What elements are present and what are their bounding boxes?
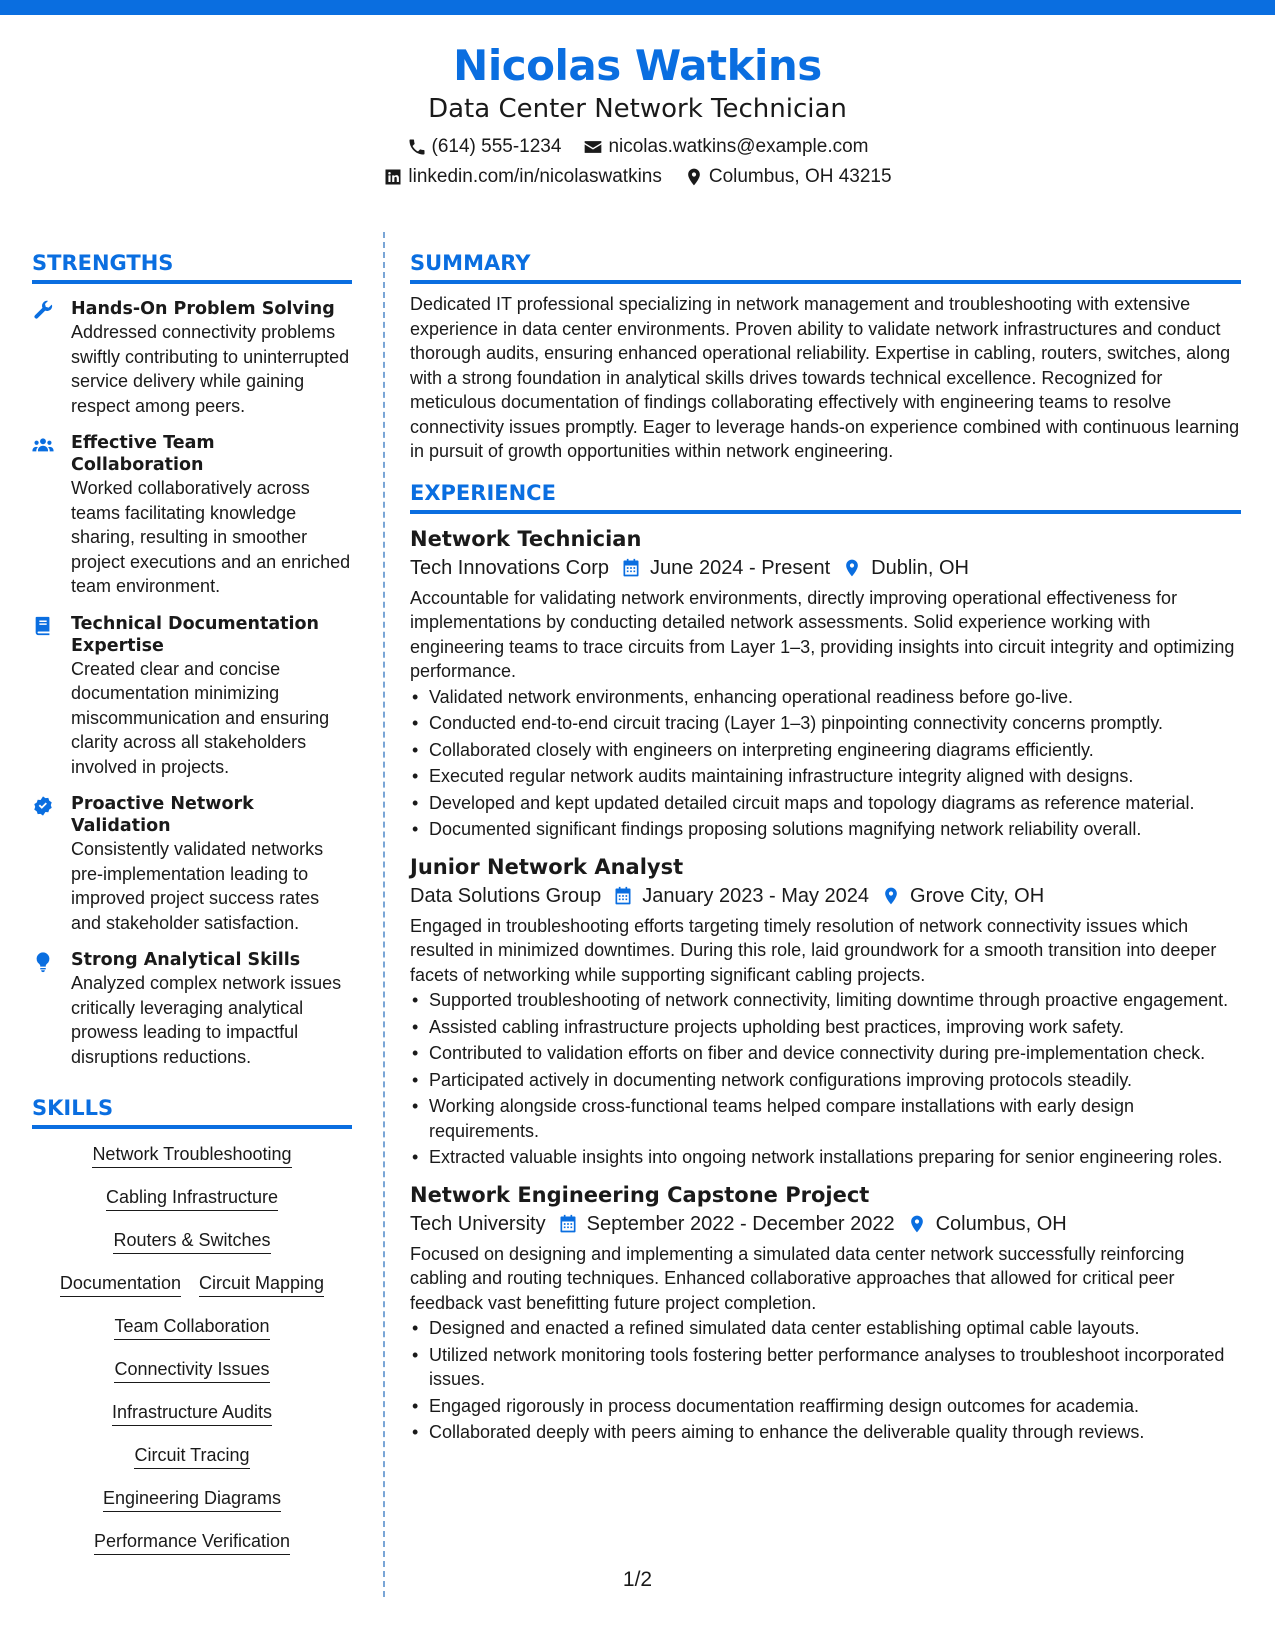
strength-title: Effective Team Collaboration — [71, 433, 215, 475]
bullet-item: • Executed regular network audits maintaining infrastructure integrity aligned with designs. — [410, 764, 1241, 789]
job-dates: September 2022 - December 2022 — [586, 1212, 895, 1235]
contact-row-1 — [0, 132, 1275, 162]
top-accent-bar — [0, 0, 1275, 15]
strength-item — [32, 793, 352, 935]
lightbulb-icon — [32, 951, 56, 975]
skill-tag: Infrastructure Audits — [112, 1401, 272, 1426]
bullet-item: • Assisted cabling infrastructure projects upholding best practices, improving work safety. — [410, 1015, 1241, 1040]
job-location: Dublin, OH — [871, 556, 969, 579]
job-location: Columbus, OH — [935, 1212, 1067, 1235]
skill-tag: Network Troubleshooting — [92, 1143, 291, 1168]
phone-contact[interactable] — [407, 132, 562, 162]
job-bullets — [410, 1316, 1241, 1445]
job-entry — [410, 1180, 1241, 1445]
skill-tag: Engineering Diagrams — [103, 1487, 281, 1512]
job-title: Junior Network Analyst — [410, 854, 684, 879]
bullet-item: • Working alongside cross-functional teams helped compare installations with early design requirements. — [410, 1094, 1241, 1143]
linkedin-text: linkedin.com/in/nicolaswatkins — [408, 166, 662, 187]
strength-text: Worked collaboratively across teams facilitating knowledge sharing, resulting in smoother project executions and an enriched team environment. — [71, 478, 351, 596]
strength-title: Proactive Network Validation — [71, 794, 254, 836]
bullet-item: • Developed and kept updated detailed circuit maps and topology diagrams as reference material. — [410, 791, 1241, 816]
job-company: Tech University — [410, 1212, 546, 1235]
skill-tag: Connectivity Issues — [114, 1358, 269, 1383]
job-description: Accountable for validating network environments, directly improving operational effectiveness for implementations by conducting detailed network assessments. Solid experience working with engineering teams to trace circuits from Layer 1–3, providing insights into circuit integrity and optimizing performance. — [410, 587, 1235, 681]
strength-text: Addressed connectivity problems swiftly contributing to uninterrupted service delivery while gaining respect among peers. — [71, 322, 350, 416]
map-pin-icon — [842, 558, 862, 578]
right-column — [410, 248, 1241, 1447]
strength-text: Analyzed complex network issues critically leveraging analytical prowess leading to impactful disruptions reductions. — [71, 973, 342, 1067]
contact-row-2 — [0, 162, 1275, 192]
skill-tag: Documentation — [60, 1272, 181, 1297]
job-dates: June 2024 - Present — [650, 556, 831, 579]
job-meta — [410, 554, 1241, 582]
bullet-item: • Designed and enacted a refined simulated data center establishing optimal cable layouts. — [410, 1316, 1241, 1341]
job-title: Network Engineering Capstone Project — [410, 1182, 870, 1207]
bullet-item: • Supported troubleshooting of network connectivity, limiting downtime through proactive engagement. — [410, 988, 1241, 1013]
strength-text: Created clear and concise documentation minimizing miscommunication and ensuring clarity across all stakeholders involved in projects. — [71, 658, 330, 777]
bullet-item: • Contributed to validation efforts on fiber and device connectivity during pre-implementation check. — [410, 1041, 1241, 1066]
strength-title: Strong Analytical Skills — [71, 950, 301, 970]
resume-header — [0, 40, 1275, 192]
users-icon — [32, 434, 56, 458]
skill-tag: Circuit Tracing — [134, 1444, 249, 1469]
job-title: Network Technician — [410, 526, 642, 551]
strength-item — [32, 432, 352, 599]
bullet-item: • Extracted valuable insights into ongoing network installations preparing for senior engineering roles. — [410, 1145, 1241, 1170]
job-location: Grove City, OH — [910, 884, 1045, 907]
phone-icon — [407, 137, 427, 157]
skills-list — [32, 1143, 352, 1573]
location-text: Columbus, OH 43215 — [708, 166, 892, 187]
map-pin-icon — [684, 167, 704, 187]
strength-item — [32, 949, 352, 1069]
job-description: Focused on designing and implementing a simulated data center network successfully reinforcing cabling and routing techniques. Enhanced collaborative approaches that allowed for critical peer feedback vast benefitting future project completion. — [410, 1243, 1185, 1313]
strength-text: Consistently validated networks pre-implementation leading to improved project success rates and stakeholder satisfaction. — [71, 839, 324, 933]
skill-tag: Team Collaboration — [114, 1315, 269, 1340]
job-entry — [410, 524, 1241, 842]
candidate-name: Nicolas Watkins — [453, 41, 822, 90]
skill-tag: Routers & Switches — [113, 1229, 270, 1254]
bullet-item: • Utilized network monitoring tools fostering better performance analyses to troubleshoot incorporated issues. — [410, 1343, 1241, 1392]
job-dates: January 2023 - May 2024 — [642, 884, 870, 907]
bullet-item: • Documented significant findings proposing solutions magnifying network reliability overall. — [410, 817, 1241, 842]
wrench-icon — [32, 300, 56, 324]
envelope-icon — [583, 137, 603, 157]
job-company: Tech Innovations Corp — [410, 556, 610, 579]
job-meta — [410, 882, 1241, 910]
strength-title: Hands-On Problem Solving — [71, 299, 335, 319]
experience-heading: EXPERIENCE — [410, 478, 1241, 514]
job-bullets — [410, 685, 1241, 842]
page-number: 1/2 — [622, 1568, 653, 1591]
column-divider — [383, 232, 385, 1597]
job-company: Data Solutions Group — [410, 884, 602, 907]
book-icon — [32, 615, 56, 639]
bullet-item: • Engaged rigorously in process documentation reaffirming design outcomes for academia. — [410, 1394, 1241, 1419]
location-contact — [684, 162, 892, 192]
bullet-item: • Collaborated deeply with peers aiming to enhance the deliverable quality through reviews. — [410, 1420, 1241, 1445]
skills-heading: SKILLS — [32, 1093, 352, 1129]
calendar-icon — [621, 558, 641, 578]
candidate-title: Data Center Network Technician — [428, 94, 847, 124]
strength-item — [32, 613, 352, 780]
strength-title: Technical Documentation Expertise — [71, 613, 320, 656]
job-description: Engaged in troubleshooting efforts targeting timely resolution of network connectivity issues which resulted in minimized downtimes. During this role, laid groundwork for a smooth transition into deeper facets of networking while supporting significant cabling projects. — [410, 915, 1217, 985]
bullet-item: • Participated actively in documenting network configurations improving protocols steadily. — [410, 1068, 1241, 1093]
map-pin-icon — [881, 886, 901, 906]
strengths-heading: STRENGTHS — [32, 248, 352, 284]
bullet-item: • Conducted end-to-end circuit tracing (Layer 1–3) pinpointing connectivity concerns promptly. — [410, 711, 1241, 736]
linkedin-icon — [383, 167, 403, 187]
email-contact[interactable] — [583, 132, 868, 162]
phone-text: (614) 555-1234 — [431, 136, 562, 157]
strength-item — [32, 298, 352, 418]
calendar-icon — [613, 886, 633, 906]
job-bullets — [410, 988, 1241, 1170]
bullet-item: • Collaborated closely with engineers on interpreting engineering diagrams efficiently. — [410, 738, 1241, 763]
summary-text: Dedicated IT professional specializing in network management and troubleshooting with extensive experience in data center environments. Proven ability to validate network infrastructures and conduct thorough audits, ensuring enhanced operational reliability. Expertise in cabling, routers, switches, along with a strong foundation in analytical skills drives towards technical excellence. Recognized for meticulous documentation of findings collaborating effectively with engineering teams to resolve connectivity issues promptly. Eager to leverage hands-on experience combined with continuous learning in pursuit of growth opportunities within network engineering. — [410, 294, 1240, 461]
calendar-icon — [558, 1214, 578, 1234]
skill-tag: Cabling Infrastructure — [106, 1186, 278, 1211]
job-entry — [410, 852, 1241, 1170]
check-badge-icon — [32, 795, 56, 819]
left-column — [32, 248, 352, 1573]
skill-tag: Circuit Mapping — [199, 1272, 324, 1297]
skill-tag: Performance Verification — [94, 1530, 290, 1555]
job-meta — [410, 1210, 1241, 1238]
summary-heading: SUMMARY — [410, 248, 1241, 284]
email-text: nicolas.watkins@example.com — [608, 136, 869, 157]
map-pin-icon — [907, 1214, 927, 1234]
linkedin-contact[interactable] — [383, 162, 661, 192]
bullet-item: • Validated network environments, enhancing operational readiness before go-live. — [410, 685, 1241, 710]
